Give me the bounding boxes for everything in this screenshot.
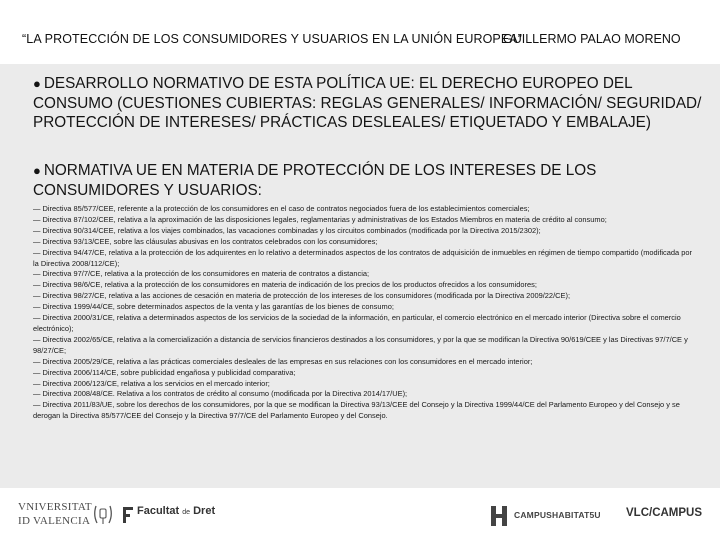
section-heading-text: DESARROLLO NORMATIVO DE ESTA POLÍTICA UE: EL DERECHO EUROPEO DEL CONSUMO (CUESTIONES CUBIERTAS: REGLAS GENERALES/ INFORMACIÓN/ SEGURIDAD/ PROTECCIÓN DE INTERESES/ PRÁCTICAS DESLEALES/ ETIQUETADO Y EMBALAJE) bbox=[33, 75, 702, 131]
slide-author: GUILLERMO PALAO MORENO bbox=[503, 32, 681, 46]
campus-habitat-h-icon bbox=[490, 505, 508, 527]
directive-item: — Directiva 94/47/CE, relativa a la protección de los adquirentes en lo relativo a determinados aspectos de los contratos de adquisición de inmuebles en régimen de tiempo compartido (modificada por la Directiva 2008/112/CE); bbox=[33, 247, 692, 268]
faculty-dret: Dret bbox=[193, 505, 216, 517]
directive-item: — Directiva 98/27/CE, relativa a las acciones de cesación en materia de protección de los intereses de los consumidores (modificada por la Directiva 2009/22/CE); bbox=[33, 291, 571, 301]
slide-title: “LA PROTECCIÓN DE LOS CONSUMIDORES Y USUARIOS EN LA UNIÓN EUROPEA” bbox=[22, 32, 522, 46]
directive-item: — Directiva 2006/114/CE, sobre publicidad engañosa y publicidad comparativa; bbox=[33, 367, 296, 377]
directive-item: — Directiva 2005/29/CE, relativa a las prácticas comerciales desleales de las empresas en sus relaciones con los consumidores en el mercado interior; bbox=[33, 356, 533, 366]
faculty-word: Facultat bbox=[137, 505, 180, 517]
directive-item: — Directiva 87/102/CEE, relativa a la aproximación de las disposiciones legales, reglamentarias y administrativas de los Estados Miembros en materia de crédito al consumo; bbox=[33, 214, 607, 224]
directives-list bbox=[33, 204, 699, 422]
directive-item: — Directiva 90/314/CEE, relativa a los viajes combinados, las vacaciones combinadas y los circuitos combinados (modificada por la Directiva 2015/2302); bbox=[33, 225, 541, 235]
directive-item: — Directiva 97/7/CE, relativa a la protección de los consumidores en materia de contratos a distancia; bbox=[33, 269, 370, 279]
directive-item: — Directiva 85/577/CEE, referente a la protección de los consumidores en el caso de contratos negociados fuera de los establecimientos comerciales; bbox=[33, 204, 530, 213]
directive-item: — Directiva 2011/83/UE, sobre los derechos de los consumidores, por la que se modifican la Directiva 93/13/CEE del Consejo y la Directiva 1999/44/CE del Parlamento Europeo y del Consejo y se derogan la Directiva 85/577/CEE del Consejo y la Directiva 97/7/CE del Parlamento Europeo y del Consejo. bbox=[33, 400, 680, 421]
university-emblem-icon bbox=[92, 503, 114, 527]
university-logo bbox=[18, 500, 92, 530]
bullet-icon: ● bbox=[33, 76, 41, 91]
section-heading-text: NORMATIVA UE EN MATERIA DE PROTECCIÓN DE LOS INTERESES DE LOS CONSUMIDORES Y USUARIOS: bbox=[33, 162, 597, 199]
directive-item: — Directiva 2006/123/CE, relativa a los servicios en el mercado interior; bbox=[33, 378, 270, 388]
faculty-name bbox=[137, 505, 215, 517]
directive-item: — Directiva 93/13/CEE, sobre las cláusulas abusivas en los contratos celebrados con los consumidores; bbox=[33, 236, 378, 246]
faculty-f-mark-icon bbox=[122, 506, 134, 524]
university-name-line2: ID VALENCIA bbox=[18, 515, 91, 527]
section-heading-development bbox=[33, 74, 703, 133]
directive-item: — Directiva 1999/44/CE, sobre determinados aspectos de la venta y las garantías de los bienes de consumo; bbox=[33, 302, 394, 312]
faculty-de: de bbox=[182, 509, 191, 516]
directive-item: — Directiva 2008/48/CE. Relativa a los contratos de crédito al consumo (modificada por la Directiva 2014/17/UE); bbox=[33, 389, 408, 399]
slide-footer bbox=[0, 488, 720, 540]
bullet-icon: ● bbox=[33, 163, 41, 178]
section-heading-regulation bbox=[33, 161, 703, 200]
vlc-campus-logo: VLC/CAMPUS bbox=[626, 507, 703, 519]
slide-header bbox=[0, 0, 720, 64]
directive-item: — Directiva 2002/65/CE, relativa a la comercialización a distancia de servicios financieros destinados a los consumidores, y por la que se modifican la Directiva 90/619/CEE y las Directivas 97/7/CE y 98/27/CE; bbox=[33, 334, 688, 355]
directive-item: — Directiva 2000/31/CE, relativa a determinados aspectos de los servicios de la sociedad de la información, en particular, el comercio electrónico en el mercado interior (Directiva sobre el comercio electrónico); bbox=[33, 313, 681, 333]
directive-item: — Directiva 98/6/CE, relativa a la protección de los consumidores en materia de indicación de los precios de los productos ofrecidos a los consumidores; bbox=[33, 280, 537, 290]
slide-content bbox=[0, 64, 720, 488]
university-name-line1: VNIVERSITAT bbox=[18, 501, 92, 513]
campus-habitat-logo-text: CAMPUSHABITAT5U bbox=[514, 510, 601, 520]
